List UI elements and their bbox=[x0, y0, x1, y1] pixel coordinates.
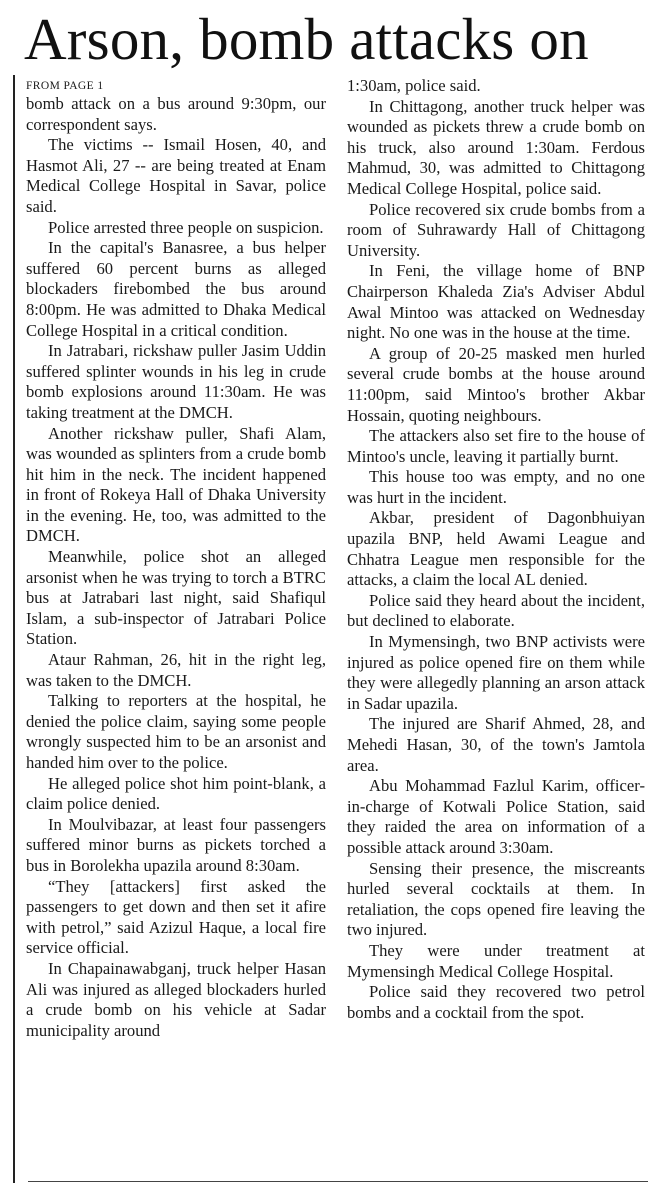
paragraph: Police arrested three people on suspicion. bbox=[48, 217, 324, 237]
paragraph: A group of 20-25 masked men hurled several crude bombs at the house around 11:00pm, said Mintoo's brother Akbar Hossain, quoting neighbours. bbox=[347, 343, 645, 425]
paragraph: In Chapainawabganj, truck helper Hasan Ali was injured as alleged blockaders hurled a crude bomb on his vehicle at Sadar municipality around bbox=[26, 958, 326, 1040]
paragraph: Talking to reporters at the hospital, he denied the police claim, saying some people wrongly suspected him to be an arsonist and handed him over to the police. bbox=[26, 691, 326, 772]
article-column-2 bbox=[347, 76, 645, 1023]
paragraph: In Jatrabari, rickshaw puller Jasim Uddin suffered splinter wounds in his leg in crude bomb explosions around 11:30am. He was taking treatment at the DMCH. bbox=[26, 341, 326, 422]
article-column-1 bbox=[26, 76, 326, 1041]
paragraph: In Feni, the village home of BNP Chairperson Khaleda Zia's Adviser Abdul Awal Mintoo was attacked on Wednesday night. No one was in the house at the time. bbox=[347, 261, 645, 343]
dateline: FROM PAGE 1 bbox=[26, 80, 104, 92]
paragraph: Another rickshaw puller, Shafi Alam, was wounded as splinters from a crude bomb hit him in the neck. The incident happened in front of Rokeya Hall of Dhaka University in the evening. He, too, was admitted to the DMCH. bbox=[26, 423, 327, 546]
paragraph: Meanwhile, police shot an alleged arsonist when he was trying to torch a BTRC bus at Jatrabari last night, said Shafiqul Islam, a sub-inspector of Jatrabari Police Station. bbox=[26, 547, 326, 649]
bottom-rule bbox=[28, 1181, 648, 1182]
paragraph: In Moulvibazar, at least four passengers suffered minor burns as pickets torched a bus in Borolekha upazila around 8:30am. bbox=[26, 814, 326, 875]
paragraph: In the capital's Banasree, a bus helper suffered 60 percent burns as alleged blockaders firebombed the bus around 8:00pm. He was admitted to Dhaka Medical College Hospital in a critical condition. bbox=[26, 238, 326, 340]
paragraph: bomb attack on a bus around 9:30pm, our correspondent says. bbox=[26, 94, 326, 134]
paragraph: Police recovered six crude bombs from a room of Suhrawardy Hall of Chittagong University. bbox=[347, 199, 645, 260]
paragraph: They were under treatment at Mymensingh Medical College Hospital. bbox=[347, 940, 645, 981]
paragraph: “They [attackers] first asked the passengers to get down and then set it afire with petrol,” said Azizul Haque, a local fire service official. bbox=[26, 876, 326, 958]
paragraph: The victims -- Ismail Hosen, 40, and Hasmot Ali, 27 -- are being treated at Enam Medical College Hospital in Savar, police said. bbox=[26, 135, 326, 216]
paragraph: 1:30am, police said. bbox=[347, 76, 481, 95]
paragraph: Police said they recovered two petrol bombs and a cocktail from the spot. bbox=[347, 982, 645, 1022]
column-rule-left bbox=[13, 75, 15, 1183]
headline: Arson, bomb attacks on bbox=[24, 6, 589, 72]
paragraph: Police said they heard about the incident, but declined to elaborate. bbox=[347, 590, 645, 631]
paragraph: Akbar, president of Dagonbhuiyan upazila BNP, held Awami League and Chhatra League men responsible for the attacks, a claim the local AL denied. bbox=[347, 508, 645, 590]
paragraph: The injured are Sharif Ahmed, 28, and Mehedi Hasan, 30, of the town's Jamtola area. bbox=[347, 714, 645, 775]
paragraph: He alleged police shot him point-blank, a claim police denied. bbox=[26, 773, 326, 814]
paragraph: Abu Mohammad Fazlul Karim, officer-in-charge of Kotwali Police Station, said they raided the area on information of a possible attack around 3:30am. bbox=[347, 776, 645, 857]
paragraph: Sensing their presence, the miscreants hurled several cocktails at them. In retaliation, the cops opened fire leaving the two injured. bbox=[347, 858, 645, 940]
paragraph: Ataur Rahman, 26, hit in the right leg, was taken to the DMCH. bbox=[26, 650, 326, 690]
paragraph: In Chittagong, another truck helper was wounded as pickets threw a crude bomb on his truck, also around 1:30am. Ferdous Mahmud, 30, was admitted to Chittagong Medical College Hospital, police said. bbox=[347, 96, 645, 198]
paragraph: In Mymensingh, two BNP activists were injured as police opened fire on them while they were allegedly planning an arson attack in Sadar upazila. bbox=[347, 632, 645, 713]
paragraph: The attackers also set fire to the house of Mintoo's uncle, leaving it partially burnt. bbox=[347, 426, 645, 466]
paragraph: This house too was empty, and no one was hurt in the incident. bbox=[347, 467, 645, 507]
